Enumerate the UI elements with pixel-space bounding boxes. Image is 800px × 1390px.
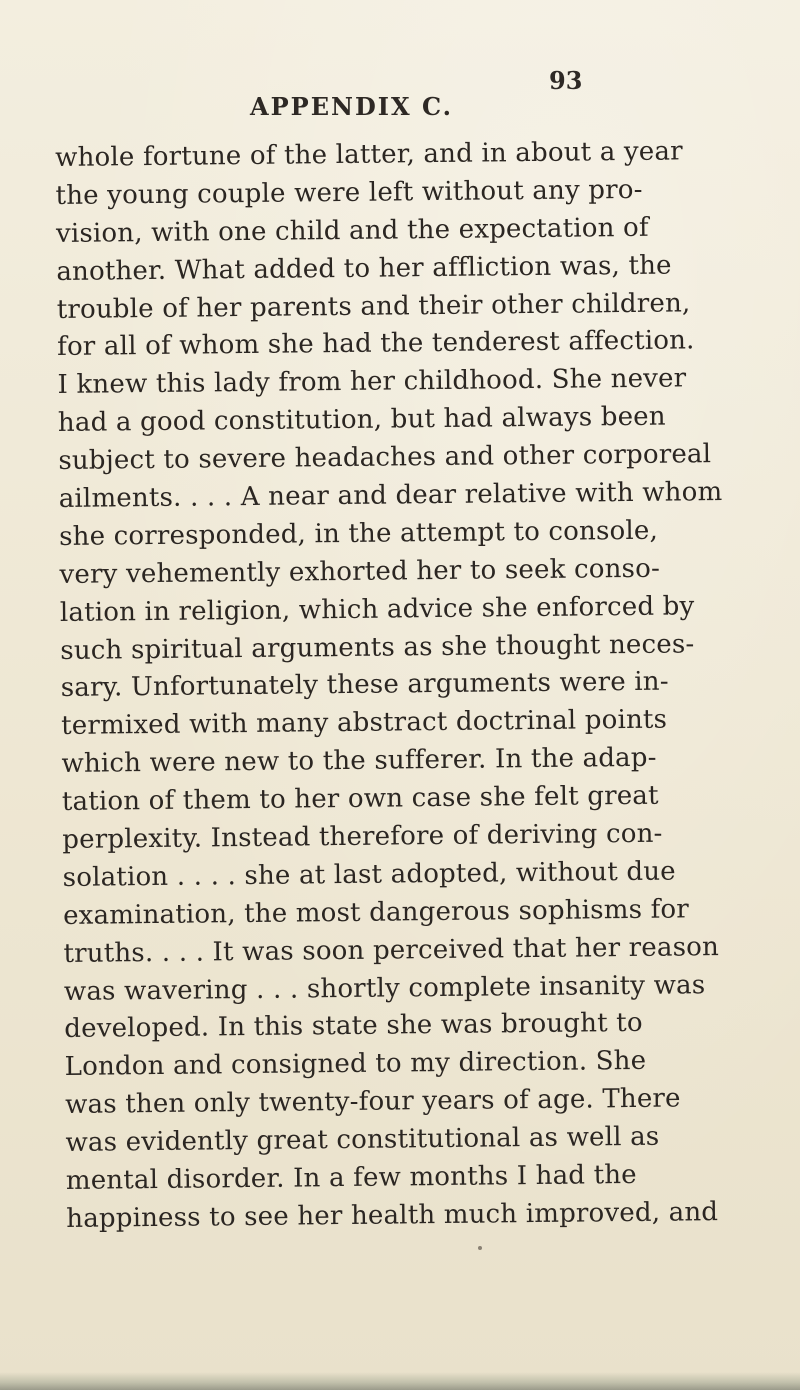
- text-line: was evidently great constitutional as well as: [65, 1121, 660, 1159]
- text-line: lation in religion, which advice she enforced by: [59, 591, 695, 628]
- text-line: vision, with one child and the expectation of: [55, 212, 649, 249]
- text-line: mental disorder. In a few months I had the: [65, 1160, 637, 1196]
- page-number: 93: [549, 66, 583, 95]
- text-line: solation . . . . she at last adopted, without due: [62, 856, 676, 893]
- text-line: the young couple were left without any pro-: [55, 174, 643, 211]
- page-bottom-edge: [0, 1372, 800, 1390]
- body-text: [55, 133, 756, 1239]
- text-line: truths. . . . It was soon perceived that her reason: [63, 931, 720, 969]
- text-line: termixed with many abstract doctrinal points: [60, 704, 668, 742]
- text-line: sary. Unfortunately these arguments were in-: [60, 667, 669, 704]
- paper-speck: [478, 1246, 482, 1250]
- text-line: tation of them to her own case she felt great: [61, 780, 659, 818]
- text-line: London and consigned to my direction. She: [64, 1046, 647, 1083]
- text-line: I knew this lady from her childhood. She never: [57, 363, 687, 401]
- text-line: was wavering . . . shortly complete insanity was: [63, 969, 706, 1007]
- text-line: perplexity. Instead therefore of deriving con-: [62, 818, 663, 855]
- running-head: APPENDIX C.: [250, 92, 453, 121]
- text-line: another. What added to her affliction was, the: [56, 250, 672, 287]
- text-line: was then only twenty-four years of age. There: [64, 1083, 681, 1121]
- text-line: ailments. . . . A near and dear relative with whom: [58, 477, 723, 514]
- text-line: subject to severe headaches and other corporeal: [58, 439, 712, 477]
- text-line: very vehemently exhorted her to seek conso-: [59, 553, 661, 590]
- text-line: examination, the most dangerous sophisms for: [62, 894, 690, 931]
- text-line: had a good constitution, but had always been: [57, 401, 666, 439]
- text-line: happiness to see her health much improved, and: [66, 1197, 719, 1234]
- text-line: whole fortune of the latter, and in about a year: [55, 136, 683, 173]
- text-line: for all of whom she had the tenderest affection.: [57, 325, 695, 363]
- text-line: which were new to the sufferer. In the adap-: [61, 742, 657, 780]
- text-line: developed. In this state she was brought to: [64, 1008, 643, 1045]
- text-line: trouble of her parents and their other children,: [56, 287, 691, 325]
- text-line: she corresponded, in the attempt to console,: [58, 515, 659, 552]
- text-line: such spiritual arguments as she thought neces-: [60, 628, 695, 666]
